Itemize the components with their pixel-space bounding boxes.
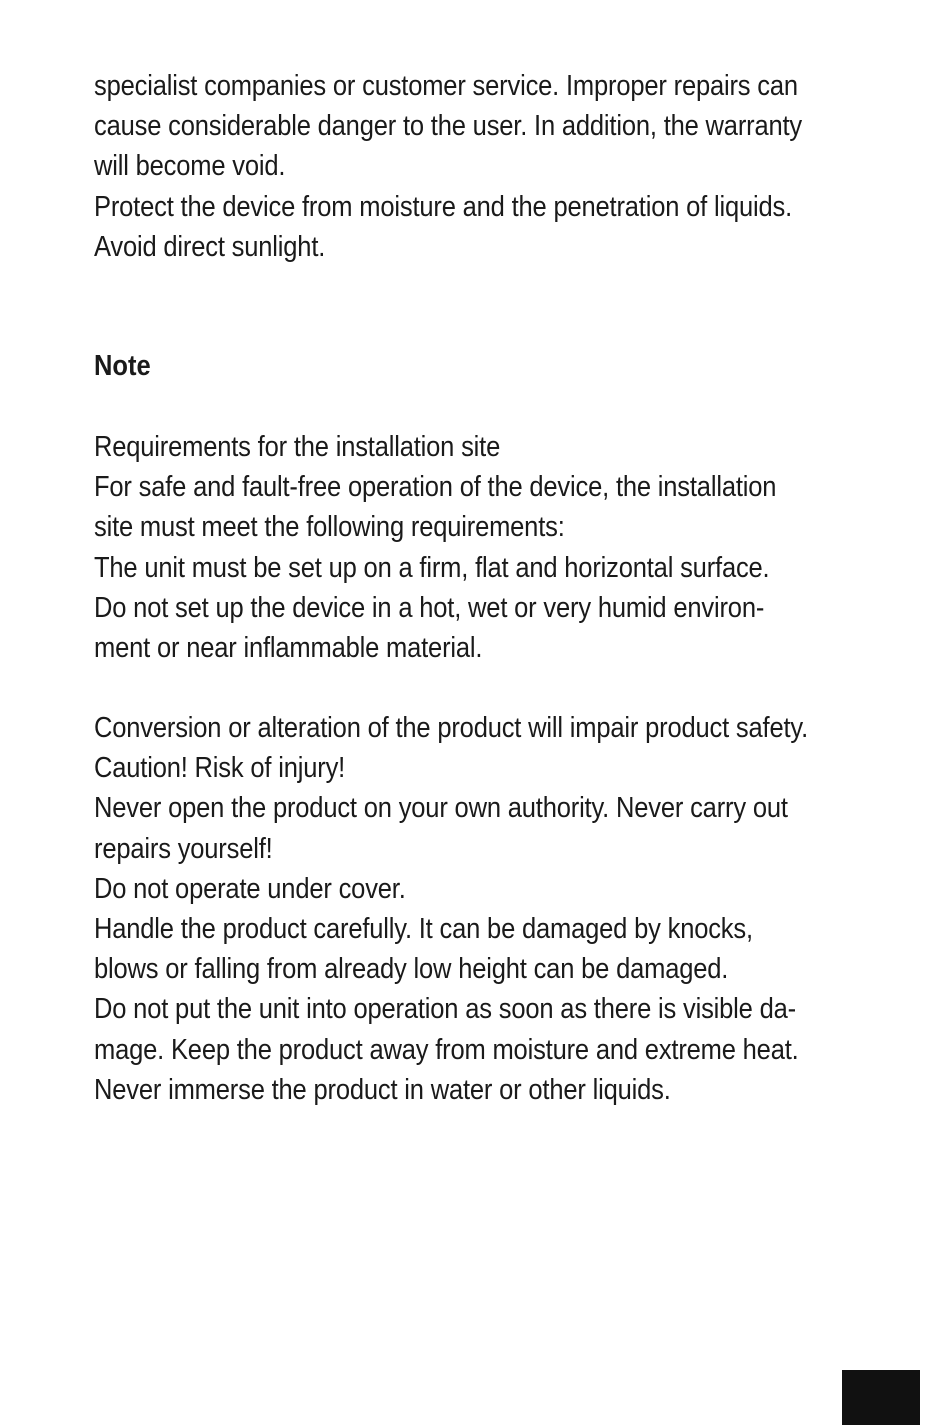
- text-line: Conversion or alteration of the product will impair product safety.: [94, 712, 808, 744]
- text-line: ment or near inflammable material.: [94, 632, 483, 665]
- text-line: For safe and fault-free operation of the device, the installation: [94, 471, 777, 504]
- text-line: repairs yourself!: [94, 832, 273, 865]
- text-line: Handle the product carefully. It can be damaged by knocks,: [94, 913, 753, 946]
- text-line: Requirements for the installation site: [94, 431, 501, 463]
- text-line: Do not put the unit into operation as soon as there is visible da-: [94, 993, 796, 1026]
- text-line: cause considerable danger to the user. In addition, the warranty: [94, 110, 803, 143]
- intro-paragraph: [94, 66, 894, 267]
- text-line: Protect the device from moisture and the penetration of liquids.: [94, 190, 793, 223]
- text-line: Never open the product on your own authority. Never carry out: [94, 792, 788, 825]
- text-line: Do not operate under cover.: [94, 872, 406, 905]
- page-marker-block: [842, 1370, 920, 1425]
- text-line: The unit must be set up on a firm, flat and horizontal surface.: [94, 551, 770, 584]
- text-line: will become void.: [94, 150, 286, 183]
- text-line: Never immerse the product in water or other liquids.: [94, 1073, 671, 1106]
- text-line: Do not set up the device in a hot, wet or very humid environ-: [94, 591, 765, 624]
- text-line: mage. Keep the product away from moisture and extreme heat.: [94, 1033, 799, 1066]
- text-line: Avoid direct sunlight.: [94, 230, 326, 263]
- safety-paragraph: [94, 708, 894, 1110]
- note-paragraph: [94, 427, 894, 668]
- text-line: Caution! Risk of injury!: [94, 752, 346, 785]
- note-heading: Note: [94, 350, 151, 382]
- text-line: site must meet the following requirements:: [94, 511, 565, 544]
- text-line: blows or falling from already low height can be damaged.: [94, 953, 729, 986]
- text-line: specialist companies or customer service. Improper repairs can: [94, 70, 798, 102]
